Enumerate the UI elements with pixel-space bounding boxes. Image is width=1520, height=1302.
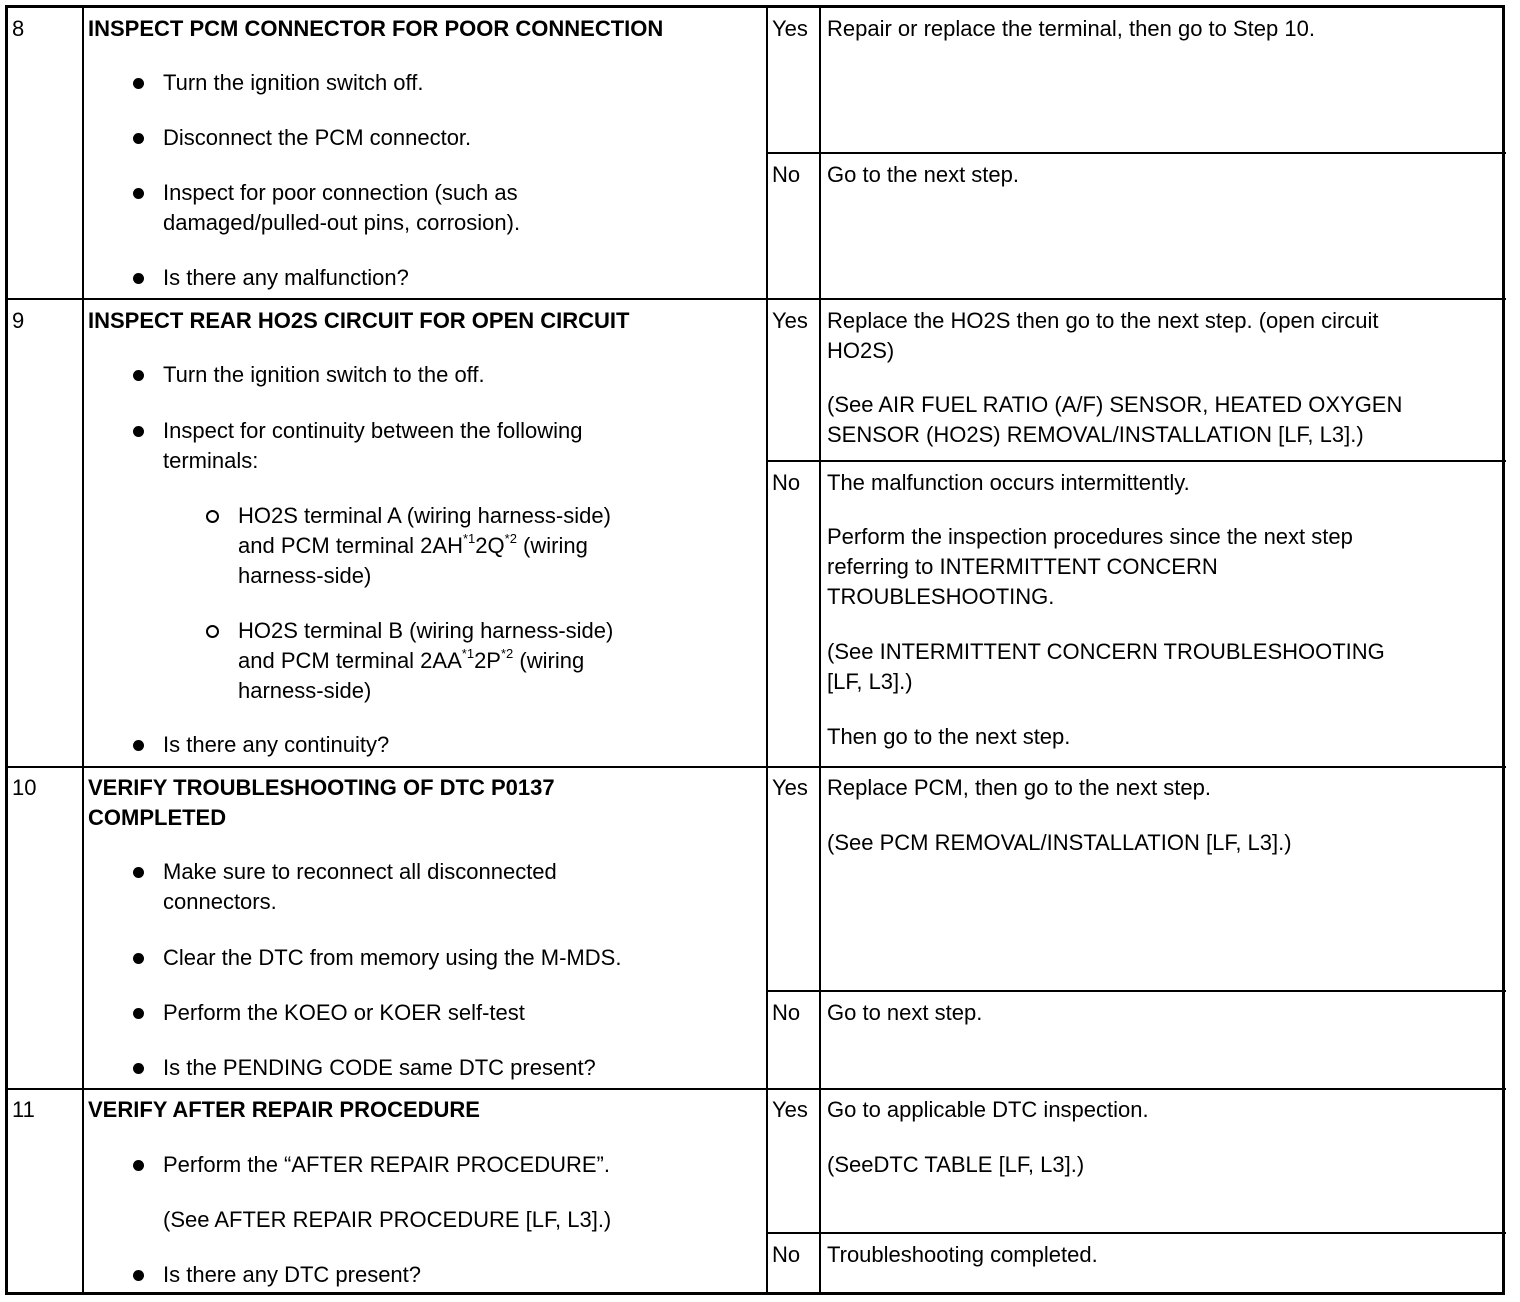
- yes-label: Yes: [772, 16, 808, 41]
- column-divider: [82, 6, 84, 1295]
- bullet-icon: [133, 740, 144, 751]
- yes-no-divider: [766, 1232, 1506, 1234]
- yes-action: HO2S): [827, 338, 895, 363]
- yes-action: SENSOR (HO2S) REMOVAL/INSTALLATION [LF, L3].): [827, 422, 1364, 447]
- yes-no-divider: [766, 990, 1506, 992]
- no-action: referring to INTERMITTENT CONCERN: [827, 554, 1218, 579]
- bullet-icon: [133, 867, 144, 878]
- bullet-icon: [133, 133, 144, 144]
- sub-item-text: harness-side): [238, 678, 372, 703]
- yes-action: (SeeDTC TABLE [LF, L3].): [827, 1152, 1085, 1177]
- step-number: 11: [12, 1097, 35, 1122]
- no-action: Go to the next step.: [827, 162, 1020, 187]
- sub-item-text: and PCM terminal $2AH^{*1}2Q^{*2}$ (wiring: [238, 530, 588, 558]
- yes-label: Yes: [772, 308, 808, 333]
- sub-bullet-icon: [206, 625, 219, 638]
- bullet-text: terminals:: [163, 448, 259, 473]
- bullet-icon: [133, 188, 144, 199]
- bullet-text: Is there any continuity?: [163, 732, 390, 757]
- sub-bullet-icon: [206, 510, 219, 523]
- bullet-text: Clear the DTC from memory using the M-MDS.: [163, 945, 622, 970]
- yes-action: (See PCM REMOVAL/INSTALLATION [LF, L3].): [827, 830, 1292, 855]
- bullet-text: Inspect for poor connection (such as: [163, 180, 518, 205]
- step-title: VERIFY TROUBLESHOOTING OF DTC P0137: [88, 775, 555, 800]
- yes-label: Yes: [772, 775, 808, 800]
- column-divider: [819, 6, 821, 1295]
- bullet-text: Perform the KOEO or KOER self-test: [163, 1000, 525, 1025]
- row-divider: [6, 766, 1506, 768]
- bullet-text: Turn the ignition switch off.: [163, 70, 424, 95]
- bullet-text: Turn the ignition switch to the off.: [163, 362, 485, 387]
- row-divider: [6, 1088, 1506, 1090]
- bullet-text: connectors.: [163, 889, 277, 914]
- no-action: TROUBLESHOOTING.: [827, 584, 1055, 609]
- bullet-text: Is the PENDING CODE same DTC present?: [163, 1055, 596, 1080]
- column-divider: [766, 6, 768, 1295]
- bullet-icon: [133, 273, 144, 284]
- bullet-icon: [133, 1008, 144, 1019]
- bullet-text: damaged/pulled-out pins, corrosion).: [163, 210, 521, 235]
- step-title: INSPECT PCM CONNECTOR FOR POOR CONNECTION: [88, 16, 664, 41]
- yes-action: Go to applicable DTC inspection.: [827, 1097, 1149, 1122]
- no-action: [LF, L3].): [827, 669, 913, 694]
- bullet-icon: [133, 953, 144, 964]
- bullet-text: Disconnect the PCM connector.: [163, 125, 472, 150]
- bullet-icon: [133, 370, 144, 381]
- no-action: (See INTERMITTENT CONCERN TROUBLESHOOTING: [827, 639, 1385, 664]
- row-divider: [6, 298, 1506, 300]
- step-number: 9: [12, 308, 25, 333]
- no-action: Perform the inspection procedures since the next step: [827, 524, 1353, 549]
- step-number: 8: [12, 16, 25, 41]
- bullet-icon: [133, 1063, 144, 1074]
- sub-item-text: harness-side): [238, 563, 372, 588]
- yes-action: Replace PCM, then go to the next step.: [827, 775, 1212, 800]
- sub-item-text: HO2S terminal B (wiring harness-side): [238, 618, 614, 643]
- bullet-icon: [133, 1270, 144, 1281]
- yes-action: Replace the HO2S then go to the next step. (open circuit: [827, 308, 1379, 333]
- no-label: No: [772, 1000, 801, 1025]
- yes-action: Repair or replace the terminal, then go to Step 10.: [827, 16, 1315, 41]
- no-action: The malfunction occurs intermittently.: [827, 470, 1190, 495]
- no-label: No: [772, 470, 801, 495]
- no-action: Troubleshooting completed.: [827, 1242, 1098, 1267]
- step-title: INSPECT REAR HO2S CIRCUIT FOR OPEN CIRCUIT: [88, 308, 630, 333]
- sub-item-text: and PCM terminal $2AA^{*1}2P^{*2}$ (wiring: [238, 645, 585, 673]
- bullet-text: Is there any DTC present?: [163, 1262, 422, 1287]
- step-number: 10: [12, 775, 37, 800]
- no-label: No: [772, 1242, 801, 1267]
- step-title: COMPLETED: [88, 805, 227, 830]
- no-label: No: [772, 162, 801, 187]
- bullet-icon: [133, 78, 144, 89]
- yes-action: (See AIR FUEL RATIO (A/F) SENSOR, HEATED OXYGEN: [827, 392, 1403, 417]
- sub-item-text: HO2S terminal A (wiring harness-side): [238, 503, 611, 528]
- bullet-text: Inspect for continuity between the following: [163, 418, 583, 443]
- step-title: VERIFY AFTER REPAIR PROCEDURE: [88, 1097, 480, 1122]
- bullet-text: (See AFTER REPAIR PROCEDURE [LF, L3].): [163, 1207, 612, 1232]
- bullet-icon: [133, 426, 144, 437]
- bullet-text: Perform the “AFTER REPAIR PROCEDURE”.: [163, 1152, 610, 1177]
- yes-no-divider: [766, 460, 1506, 462]
- yes-label: Yes: [772, 1097, 808, 1122]
- bullet-text: Is there any malfunction?: [163, 265, 409, 290]
- bullet-text: Make sure to reconnect all disconnected: [163, 859, 557, 884]
- yes-no-divider: [766, 152, 1506, 154]
- bullet-icon: [133, 1160, 144, 1171]
- no-action: Then go to the next step.: [827, 724, 1071, 749]
- no-action: Go to next step.: [827, 1000, 983, 1025]
